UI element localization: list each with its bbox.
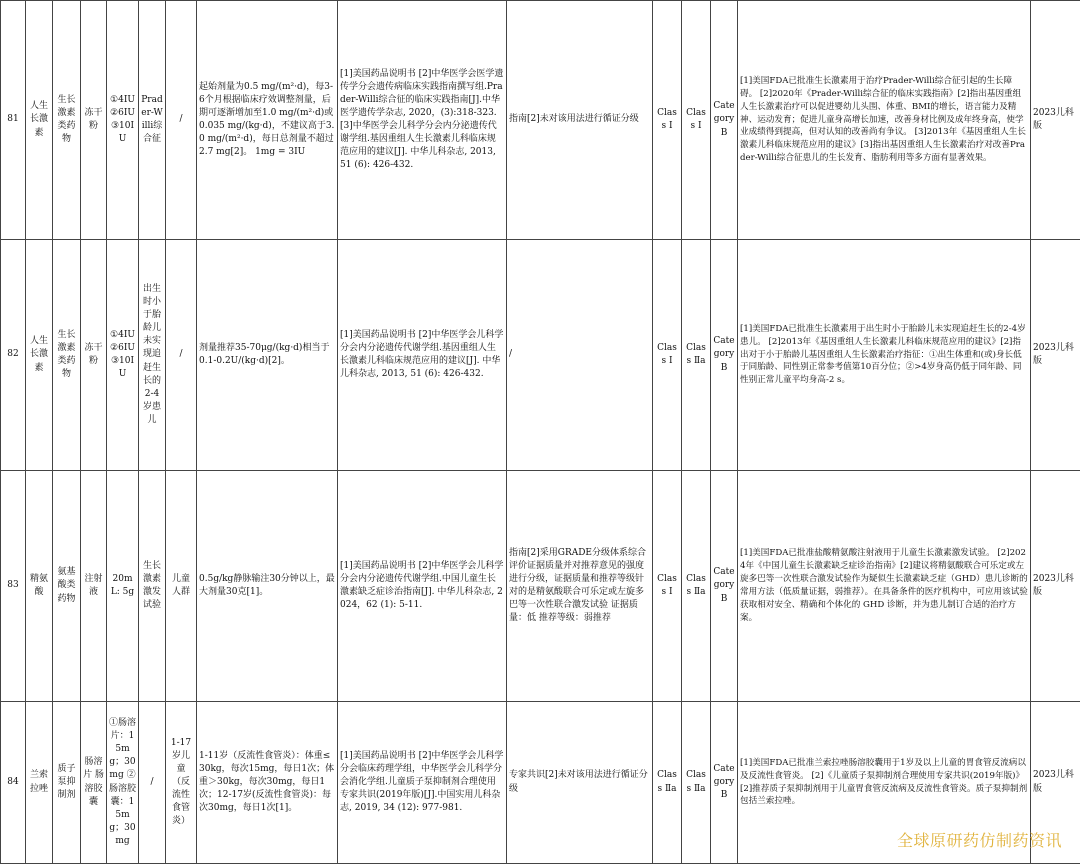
population-cell: 1-17岁儿童（反流性食管炎） <box>166 702 197 864</box>
drug-category-cell: 质子泵抑制剂 <box>53 702 81 864</box>
notes-cell: [1]美国FDA已批准兰索拉唑肠溶胶囊用于1岁及以上儿童的胃食管反流病以及反流性食管炎。 [2]《儿童质子泵抑制剂合理使用专家共识(2019年版)》[2]推荐质子泵抑制剂用于儿童胃食管反流病及反流性食管炎。质子泵抑制剂包括兰索拉唑。 <box>738 702 1031 864</box>
recommendation-category-cell: Category B <box>711 702 738 864</box>
row-number-cell: 84 <box>1 702 26 864</box>
population-cell: / <box>166 240 197 471</box>
class-level-1-cell: Class Ⅰ <box>653 240 682 471</box>
specification-cell: ①4IU ②6IU ③10IU <box>107 1 139 240</box>
recommendation-category-cell: Category B <box>711 471 738 702</box>
drug-name-cell: 兰索拉唑 <box>26 702 53 864</box>
population-cell: / <box>166 1 197 240</box>
specification-cell: ①4IU ②6IU ③10IU <box>107 240 139 471</box>
indication-cell: 生长激素激发试验 <box>139 471 166 702</box>
population-cell: 儿童人群 <box>166 471 197 702</box>
row-number-cell: 82 <box>1 240 26 471</box>
class-level-1-cell: Class Ⅱa <box>653 702 682 864</box>
drug-name-cell: 精氨酸 <box>26 471 53 702</box>
evidence-level-cell: 指南[2]采用GRADE分级体系综合评价证据质量并对推荐意见的强度进行分级，证据质量和推荐等级针对的是精氨酸联合可乐定或左旋多巴等一次性联合激发试验 证据质量：低 推荐等级：弱推荐 <box>507 471 653 702</box>
indication-cell: Prader-Willi综合征 <box>139 1 166 240</box>
drug-name-cell: 人生长激素 <box>26 240 53 471</box>
source-edition-cell: 2023儿科版 <box>1031 702 1080 864</box>
dosage-cell: 1-11岁（反流性食管炎）：体重≤30kg，每次15mg，每日1次；体重＞30kg，每次30mg，每日1次；12-17岁(反流性食管炎)：每次30mg，每日1次[1]。 <box>197 702 338 864</box>
evidence-level-cell: 专家共识[2]未对该用法进行循证分级 <box>507 702 653 864</box>
class-level-2-cell: Class Ⅱa <box>682 702 711 864</box>
drug-name-cell: 人生长激素 <box>26 1 53 240</box>
indication-cell: 出生时小于胎龄儿未实现追赶生长的2-4岁患儿 <box>139 240 166 471</box>
class-level-2-cell: Class Ⅱa <box>682 471 711 702</box>
watermark-text: 全球原研药仿制药资讯 <box>897 828 1062 851</box>
notes-cell: [1]美国FDA已批准生长激素用于治疗Prader-Willi综合征引起的生长障碍。 [2]2020年《Prader-Willi综合征的临床实践指南》[2]指出基因重组人生长激素治疗可以促进婴幼儿头围、体重、BMI的增长，语言能力及精神、运动发育；促进儿童身高增长加速，改善身材比例及成年终身高，使学业成绩得到提高，但对认知的改善尚有争议。 [3]2013年《基因重组人生长激素儿科临床规范应用的建议》[3]指出基因重组人生长激素治疗对改善Prader-Willi综合征患儿的生长发育、脂肪利用等多方面有显著效果。 <box>738 1 1031 240</box>
references-cell: [1]美国药品说明书 [2]中华医学会儿科学分会内分泌遗传代谢学组.基因重组人生长激素儿科临床规范应用的建议[J]. 中华儿科杂志, 2013, 51 (6): 426-432. <box>338 240 507 471</box>
source-edition-cell: 2023儿科版 <box>1031 240 1080 471</box>
row-number-cell: 81 <box>1 1 26 240</box>
table-row <box>1 471 1080 702</box>
dosage-cell: 0.5g/kg静脉输注30分钟以上，最大剂量30克[1]。 <box>197 471 338 702</box>
drug-category-cell: 生长激素类药物 <box>53 1 81 240</box>
references-cell: [1]美国药品说明书 [2]中华医学会医学遗传学分会遗传病临床实践指南撰写组.Prader-Willi综合征的临床实践指南[J].中华医学遗传学杂志, 2020，(3):318-323. [3]中华医学会儿科学分会内分泌遗传代谢学组.基因重组人生长激素儿科临床规范应用的建议[J]. 中华儿科杂志, 2013, 51 (6): 426-432. <box>338 1 507 240</box>
dosage-cell: 剂量推荐35-70μg/(kg·d)相当于0.1-0.2U/(kg·d)[2]。 <box>197 240 338 471</box>
indication-cell: / <box>139 702 166 864</box>
dosage-form-cell: 冻干粉 <box>81 1 107 240</box>
table-row <box>1 1 1080 240</box>
notes-cell: [1]美国FDA已批准盐酸精氨酸注射液用于儿童生长激素激发试验。 [2]2024年《中国儿童生长激素缺乏症诊治指南》[2]建议将精氨酸联合可乐定或左旋多巴等一次性联合激发试验作为疑似生长激素缺乏症（GHD）患儿诊断的常用方法（低质量证据，弱推荐）。在具备条件的医疗机构中，可应用该试验获取相对安全、精确和个体化的 GHD 诊断，并为患儿制订合适的治疗方案。 <box>738 471 1031 702</box>
dosage-form-cell: 冻干粉 <box>81 240 107 471</box>
references-cell: [1]美国药品说明书 [2]中华医学会儿科学分会临床药理学组，中华医学会儿科学分会消化学组.儿童质子泵抑制剂合理使用专家共识(2019年版)[J].中国实用儿科杂志, 2019, 34 (12): 977-981. <box>338 702 507 864</box>
source-edition-cell: 2023儿科版 <box>1031 1 1080 240</box>
notes-cell: [1]美国FDA已批准生长激素用于出生时小于胎龄儿未实现追赶生长的2-4岁患儿。 [2]2013年《基因重组人生长激素儿科临床规范应用的建议》[2]指出对于小于胎龄儿基因重组人生长激素治疗指征：①出生体重和(或)身长低于同胎龄、同性别正常参考值第10百分位；②>4岁身高仍低于同年龄、同性别正常儿童平均身高-2 s。 <box>738 240 1031 471</box>
class-level-1-cell: Class Ⅰ <box>653 1 682 240</box>
source-edition-cell: 2023儿科版 <box>1031 471 1080 702</box>
drug-category-cell: 氨基酸类药物 <box>53 471 81 702</box>
specification-cell: 20mL: 5g <box>107 471 139 702</box>
row-number-cell: 83 <box>1 471 26 702</box>
evidence-level-cell: / <box>507 240 653 471</box>
table-row <box>1 240 1080 471</box>
recommendation-category-cell: Category B <box>711 240 738 471</box>
class-level-2-cell: Class Ⅱa <box>682 240 711 471</box>
recommendation-category-cell: Category B <box>711 1 738 240</box>
dosage-form-cell: 肠溶片 肠溶胶囊 <box>81 702 107 864</box>
dosage-form-cell: 注射液 <box>81 471 107 702</box>
class-level-2-cell: Class Ⅰ <box>682 1 711 240</box>
class-level-1-cell: Class Ⅰ <box>653 471 682 702</box>
drug-category-cell: 生长激素类药物 <box>53 240 81 471</box>
specification-cell: ①肠溶片：15mg；30mg ②肠溶胶囊：15mg；30mg <box>107 702 139 864</box>
dosage-cell: 起始剂量为0.5 mg/(m²·d)，每3-6个月根据临床疗效调整剂量，后期可逐渐增加至1.0 mg/(m²·d)或0.035 mg/(kg·d)，不建议高于3.0 mg/(m²·d)，每日总剂量不超过2.7 mg[2]。 1mg = 3IU <box>197 1 338 240</box>
references-cell: [1]美国药品说明书 [2]中华医学会儿科学分会内分泌遗传代谢学组.中国儿童生长激素缺乏症诊治指南[J]. 中华儿科杂志, 2024，62 (1): 5-11. <box>338 471 507 702</box>
evidence-level-cell: 指南[2]未对该用法进行循证分级 <box>507 1 653 240</box>
